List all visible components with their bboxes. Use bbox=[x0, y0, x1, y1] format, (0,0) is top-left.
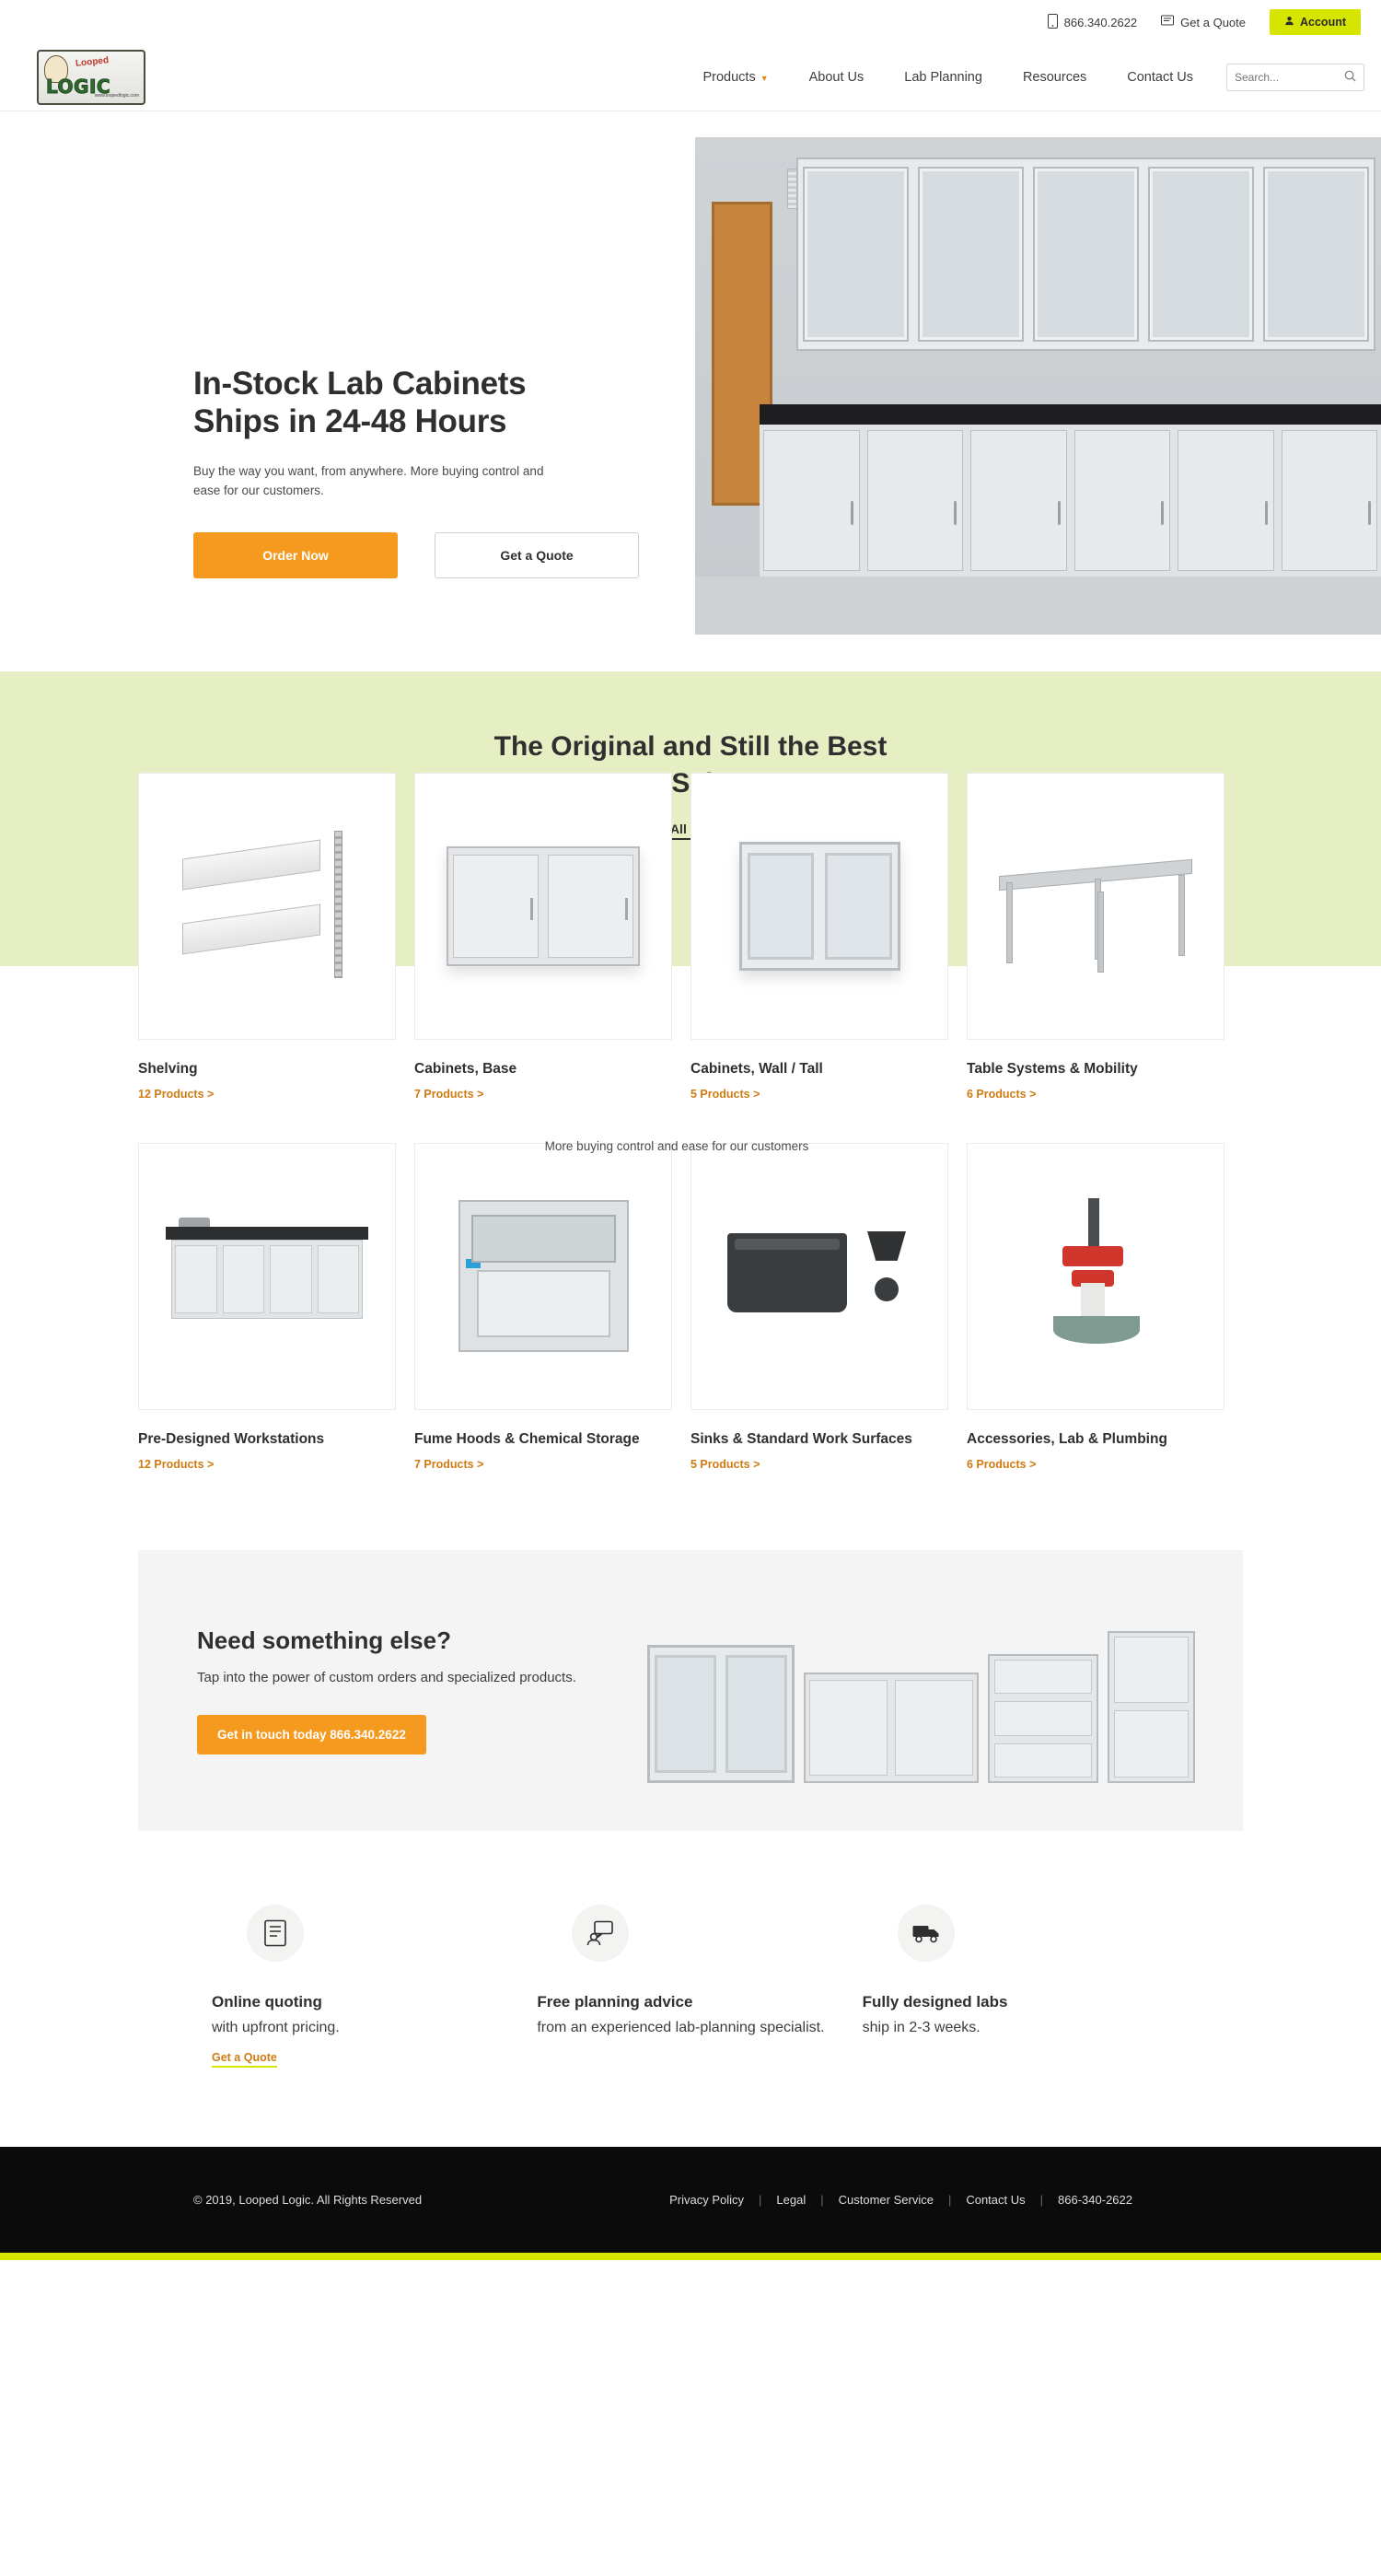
search-icon[interactable] bbox=[1344, 70, 1356, 85]
product-count-link[interactable]: 5 Products > bbox=[690, 1457, 760, 1471]
custom-orders-callout bbox=[138, 1550, 1243, 1831]
feature-text: ship in 2-3 weeks. bbox=[862, 2019, 981, 2035]
product-category-grid bbox=[138, 773, 1243, 1471]
nav-item-about-us[interactable]: About Us bbox=[808, 70, 865, 85]
product-card-table-systems[interactable] bbox=[967, 773, 1224, 1101]
footer-separator: | bbox=[1039, 2193, 1044, 2208]
feature-heading: Fully designed labs bbox=[862, 1992, 1008, 2011]
phone-number: 866.340.2622 bbox=[1063, 15, 1138, 29]
product-image bbox=[138, 1143, 396, 1410]
product-count-link[interactable]: 6 Products > bbox=[967, 1457, 1037, 1471]
overlay-note-text: More buying control and ease for our customers bbox=[544, 1139, 809, 1153]
site-footer bbox=[0, 2147, 1381, 2253]
product-title: Cabinets, Base bbox=[414, 1061, 517, 1077]
footer-separator: | bbox=[947, 2193, 952, 2208]
footer-separator: | bbox=[820, 2193, 824, 2208]
hero-buttons bbox=[193, 532, 690, 578]
hero-title-line2: Ships in 24-48 Hours bbox=[193, 403, 507, 440]
feature-planning-advice bbox=[528, 1905, 853, 2068]
accessories-illustration-icon bbox=[1040, 1198, 1151, 1355]
get-a-quote-label: Get a Quote bbox=[1180, 15, 1246, 29]
hero-copy bbox=[193, 365, 690, 578]
callout-cabinet-drawers bbox=[988, 1654, 1098, 1783]
feature-text: with upfront pricing. bbox=[212, 2019, 340, 2035]
product-card-shelving[interactable] bbox=[138, 773, 396, 1101]
product-count-link[interactable]: 7 Products > bbox=[414, 1457, 484, 1471]
hero-image-lab-cabinets bbox=[695, 137, 1381, 635]
account-button[interactable] bbox=[1270, 9, 1361, 35]
sink-illustration-icon bbox=[727, 1226, 911, 1327]
hero-base-cabinets bbox=[760, 425, 1381, 577]
nav-item-products[interactable] bbox=[682, 70, 788, 85]
site-header bbox=[0, 44, 1381, 111]
product-image bbox=[414, 1143, 672, 1410]
footer-phone[interactable]: 866-340-2622 bbox=[1058, 2193, 1132, 2208]
product-title: Shelving bbox=[138, 1061, 198, 1077]
footer-accent-strip bbox=[0, 2253, 1381, 2260]
feature-text: from an experienced lab-planning specialist. bbox=[537, 2019, 825, 2035]
product-image bbox=[967, 773, 1224, 1040]
product-count-link[interactable]: 12 Products > bbox=[138, 1087, 215, 1101]
table-system-illustration-icon bbox=[999, 851, 1192, 962]
features-row bbox=[203, 1905, 1178, 2068]
footer-link-legal[interactable]: Legal bbox=[776, 2193, 807, 2208]
product-title: Pre-Designed Workstations bbox=[138, 1430, 325, 1447]
nav-item-lab-planning[interactable]: Lab Planning bbox=[904, 70, 982, 85]
product-card-sinks-work-surfaces[interactable] bbox=[690, 1143, 948, 1471]
quote-document-icon bbox=[247, 1905, 304, 1962]
product-title: Fume Hoods & Chemical Storage bbox=[414, 1430, 640, 1447]
feature-heading: Online quoting bbox=[212, 1992, 322, 2011]
feature-online-quoting bbox=[203, 1905, 528, 2068]
wall-cabinet-illustration-icon bbox=[739, 842, 900, 971]
footer-link-customer-service[interactable]: Customer Service bbox=[838, 2193, 934, 2208]
callout-cabinet-glass bbox=[647, 1645, 795, 1783]
get-a-quote-link[interactable] bbox=[1161, 15, 1246, 29]
phone-link[interactable] bbox=[1048, 14, 1138, 31]
product-image bbox=[414, 773, 672, 1040]
nav-item-resources[interactable]: Resources bbox=[1022, 70, 1087, 85]
hero-section bbox=[0, 111, 1381, 671]
mobile-phone-icon bbox=[1048, 14, 1058, 31]
logo-word: LOGIC bbox=[46, 76, 111, 98]
site-logo[interactable] bbox=[37, 50, 145, 105]
callout-heading: Need something else? bbox=[197, 1626, 451, 1655]
fume-hood-illustration-icon bbox=[458, 1200, 629, 1352]
hero-title-line1: In-Stock Lab Cabinets bbox=[193, 366, 527, 402]
callout-copy bbox=[197, 1626, 630, 1754]
search-input[interactable] bbox=[1235, 71, 1343, 84]
product-title: Cabinets, Wall / Tall bbox=[690, 1061, 823, 1077]
footer-links bbox=[655, 2193, 1132, 2207]
base-cabinet-illustration-icon bbox=[447, 846, 640, 966]
shelving-illustration-icon bbox=[175, 823, 359, 989]
product-count-link[interactable]: 7 Products > bbox=[414, 1087, 484, 1101]
callout-cabinet-base bbox=[804, 1673, 979, 1783]
product-image bbox=[967, 1143, 1224, 1410]
footer-copyright: © 2019, Looped Logic. All Rights Reserved bbox=[193, 2193, 423, 2208]
chevron-down-icon: ▼ bbox=[760, 74, 769, 83]
product-count-link[interactable]: 5 Products > bbox=[690, 1087, 760, 1101]
workstation-illustration-icon bbox=[166, 1221, 368, 1332]
footer-separator: | bbox=[759, 2193, 762, 2208]
nav-label: Products bbox=[702, 70, 756, 85]
callout-cabinet-tall bbox=[1108, 1631, 1195, 1783]
feature-heading: Free planning advice bbox=[537, 1992, 693, 2011]
delivery-truck-icon bbox=[898, 1905, 955, 1962]
hero-subtitle: Buy the way you want, from anywhere. More buying control and ease for our customers. bbox=[193, 463, 544, 498]
logo-top-word: Looped bbox=[75, 55, 110, 69]
document-icon bbox=[1161, 15, 1174, 29]
product-card-cabinets-wall-tall[interactable] bbox=[690, 773, 948, 1101]
hero-get-a-quote-button[interactable]: Get a Quote bbox=[435, 532, 639, 578]
footer-link-contact-us[interactable]: Contact Us bbox=[966, 2193, 1026, 2208]
hero-floor bbox=[695, 577, 1381, 635]
product-card-pre-designed-workstations[interactable] bbox=[138, 1143, 396, 1471]
advice-chat-icon bbox=[572, 1905, 629, 1962]
hero-title bbox=[193, 365, 690, 441]
get-in-touch-button[interactable]: Get in touch today 866.340.2622 bbox=[197, 1715, 426, 1754]
product-image bbox=[138, 773, 396, 1040]
account-label: Account bbox=[1300, 16, 1346, 29]
logo-url: www.loopedlogic.com bbox=[94, 93, 139, 99]
hero-wall-cabinets bbox=[796, 157, 1375, 351]
feature-designed-labs bbox=[853, 1905, 1178, 2068]
main-navigation bbox=[682, 64, 1381, 91]
utility-bar bbox=[0, 0, 1381, 44]
callout-image-custom-cabinets bbox=[635, 1585, 1206, 1783]
product-image bbox=[690, 1143, 948, 1410]
product-title: Accessories, Lab & Plumbing bbox=[967, 1430, 1167, 1447]
product-image bbox=[690, 773, 948, 1040]
order-now-button[interactable]: Order Now bbox=[193, 532, 398, 578]
footer-link-privacy-policy[interactable]: Privacy Policy bbox=[669, 2193, 745, 2208]
product-title: Sinks & Standard Work Surfaces bbox=[690, 1430, 912, 1447]
user-icon bbox=[1284, 16, 1294, 29]
product-count-link[interactable]: 12 Products > bbox=[138, 1457, 215, 1471]
feature-get-a-quote-link[interactable]: Get a Quote bbox=[212, 2051, 277, 2068]
product-card-accessories[interactable] bbox=[967, 1143, 1224, 1471]
nav-item-contact-us[interactable]: Contact Us bbox=[1127, 70, 1193, 85]
callout-paragraph: Tap into the power of custom orders and specialized products. bbox=[197, 1670, 576, 1686]
product-title: Table Systems & Mobility bbox=[967, 1061, 1138, 1077]
shop-all-products-label: All bbox=[635, 822, 747, 840]
product-count-link[interactable]: 6 Products > bbox=[967, 1087, 1037, 1101]
search-box[interactable] bbox=[1226, 64, 1364, 91]
hero-countertop bbox=[760, 404, 1381, 425]
product-card-cabinets-base[interactable] bbox=[414, 773, 672, 1101]
product-card-fume-hoods[interactable] bbox=[414, 1143, 672, 1471]
band-title-line1: The Original and Still the Best bbox=[493, 731, 888, 762]
